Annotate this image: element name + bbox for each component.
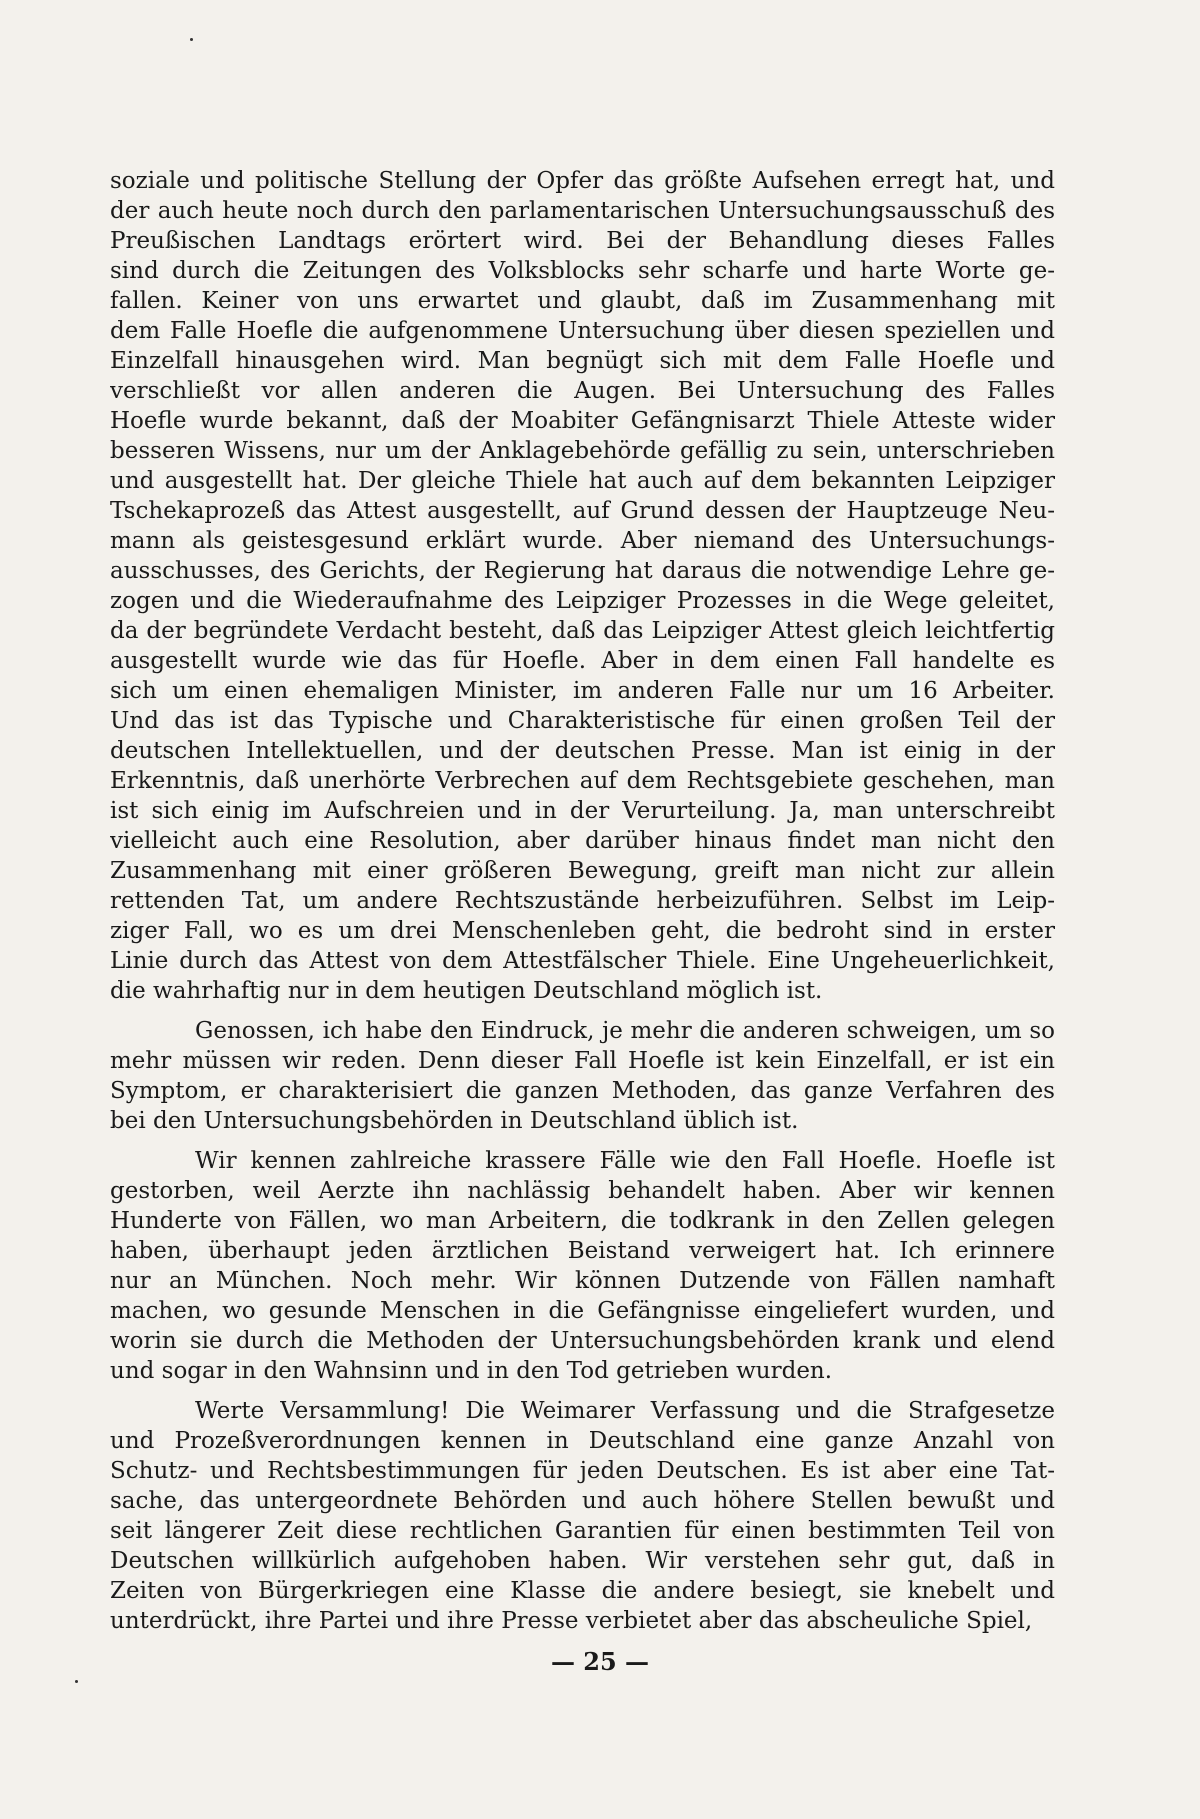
text-line: Werte Versammlung! Die Weimarer Verfassung und die Strafgesetze <box>195 1398 1055 1424</box>
text-line: Hunderte von Fällen, wo man Arbeitern, die todkrank in den Zellen gelegen <box>110 1208 1055 1234</box>
text-line: sind durch die Zeitungen des Volksblocks sehr scharfe und harte Worte ge- <box>110 258 1055 284</box>
text-line: ist sich einig im Aufschreien und in der Verurteilung. Ja, man unterschreibt <box>110 798 1055 824</box>
text-line: Preußischen Landtags erörtert wird. Bei der Behandlung dieses Falles <box>110 228 1055 254</box>
text-line: nur an München. Noch mehr. Wir können Dutzende von Fällen namhaft <box>110 1268 1055 1294</box>
text-line: ziger Fall, wo es um drei Menschenleben geht, die bedroht sind in erster <box>110 918 1055 944</box>
text-line: soziale und politische Stellung der Opfer das größte Aufsehen erregt hat, und <box>110 168 1055 194</box>
text-line: sich um einen ehemaligen Minister, im anderen Falle nur um 16 Arbeiter. <box>110 678 1055 704</box>
text-line: Deutschen willkürlich aufgehoben haben. Wir verstehen sehr gut, daß in <box>110 1548 1055 1574</box>
print-speck <box>190 38 193 41</box>
text-line: der auch heute noch durch den parlamentarischen Untersuchungsausschuß des <box>110 198 1055 224</box>
text-line: Zusammenhang mit einer größeren Bewegung, greift man nicht zur allein <box>110 858 1055 884</box>
text-line: sache, das untergeordnete Behörden und auch höhere Stellen bewußt und <box>110 1488 1055 1514</box>
text-line: dem Falle Hoefle die aufgenommene Untersuchung über diesen speziellen und <box>110 318 1055 344</box>
text-line: Einzelfall hinausgehen wird. Man begnügt sich mit dem Falle Hoefle und <box>110 348 1055 374</box>
text-line: Wir kennen zahlreiche krassere Fälle wie den Fall Hoefle. Hoefle ist <box>195 1148 1055 1174</box>
paragraph <box>110 166 1055 1006</box>
text-line: Und das ist das Typische und Charakteristische für einen großen Teil der <box>110 708 1055 734</box>
text-line: gestorben, weil Aerzte ihn nachlässig behandelt haben. Aber wir kennen <box>110 1178 1055 1204</box>
page-number: — 25 — <box>550 1647 650 1676</box>
text-line: machen, wo gesunde Menschen in die Gefängnisse eingeliefert wurden, und <box>110 1298 1055 1324</box>
text-line: ausschusses, des Gerichts, der Regierung hat daraus die notwendige Lehre ge- <box>110 558 1055 584</box>
text-line: mehr müssen wir reden. Denn dieser Fall Hoefle ist kein Einzelfall, er ist ein <box>110 1048 1055 1074</box>
text-line: mann als geistesgesund erklärt wurde. Aber niemand des Untersuchungs- <box>110 528 1055 554</box>
text-line: da der begründete Verdacht besteht, daß das Leipziger Attest gleich leichtfertig <box>110 618 1055 644</box>
text-line: Zeiten von Bürgerkriegen eine Klasse die andere besiegt, sie knebelt und <box>110 1578 1055 1604</box>
text-line: unterdrückt, ihre Partei und ihre Presse verbietet aber das abscheuliche Spiel, <box>110 1608 1033 1634</box>
text-line: Tschekaprozeß das Attest ausgestellt, auf Grund dessen der Hauptzeuge Neu- <box>110 498 1055 524</box>
print-speck <box>75 1680 78 1683</box>
paragraph <box>110 1396 1055 1636</box>
text-line: Linie durch das Attest von dem Attestfälscher Thiele. Eine Ungeheuerlichkeit, <box>110 948 1055 974</box>
text-line: die wahrhaftig nur in dem heutigen Deutschland möglich ist. <box>110 978 823 1004</box>
text-line: und Prozeßverordnungen kennen in Deutschland eine ganze Anzahl von <box>110 1428 1055 1454</box>
text-line: besseren Wissens, nur um der Anklagebehörde gefällig zu sein, unterschrieben <box>110 438 1055 464</box>
body-text <box>110 166 1055 1636</box>
text-line: und sogar in den Wahnsinn und in den Tod getrieben wurden. <box>110 1358 833 1384</box>
text-line: Genossen, ich habe den Eindruck, je mehr die anderen schweigen, um so <box>195 1018 1055 1044</box>
paragraph <box>110 1016 1055 1136</box>
text-line: worin sie durch die Methoden der Untersuchungsbehörden krank und elend <box>110 1328 1055 1354</box>
text-line: haben, überhaupt jeden ärztlichen Beistand verweigert hat. Ich erinnere <box>110 1238 1055 1264</box>
paragraph <box>110 1146 1055 1386</box>
text-line: zogen und die Wiederaufnahme des Leipziger Prozesses in die Wege geleitet, <box>110 588 1055 614</box>
text-line: deutschen Intellektuellen, und der deutschen Presse. Man ist einig in der <box>110 738 1055 764</box>
text-line: fallen. Keiner von uns erwartet und glaubt, daß im Zusammenhang mit <box>110 288 1055 314</box>
text-line: Symptom, er charakterisiert die ganzen Methoden, das ganze Verfahren des <box>110 1078 1055 1104</box>
text-line: Erkenntnis, daß unerhörte Verbrechen auf dem Rechtsgebiete geschehen, man <box>110 768 1055 794</box>
text-line: vielleicht auch eine Resolution, aber darüber hinaus findet man nicht den <box>110 828 1055 854</box>
text-line: verschließt vor allen anderen die Augen. Bei Untersuchung des Falles <box>110 378 1055 404</box>
text-line: seit längerer Zeit diese rechtlichen Garantien für einen bestimmten Teil von <box>110 1518 1055 1544</box>
text-line: Hoefle wurde bekannt, daß der Moabiter Gefängnisarzt Thiele Atteste wider <box>110 408 1055 434</box>
text-line: bei den Untersuchungsbehörden in Deutschland üblich ist. <box>110 1108 799 1134</box>
text-line: ausgestellt wurde wie das für Hoefle. Aber in dem einen Fall handelte es <box>110 648 1055 674</box>
text-line: Schutz- und Rechtsbestimmungen für jeden Deutschen. Es ist aber eine Tat- <box>110 1458 1055 1484</box>
text-line: und ausgestellt hat. Der gleiche Thiele hat auch auf dem bekannten Leipziger <box>110 468 1055 494</box>
text-line: rettenden Tat, um andere Rechtszustände herbeizuführen. Selbst im Leip- <box>110 888 1055 914</box>
